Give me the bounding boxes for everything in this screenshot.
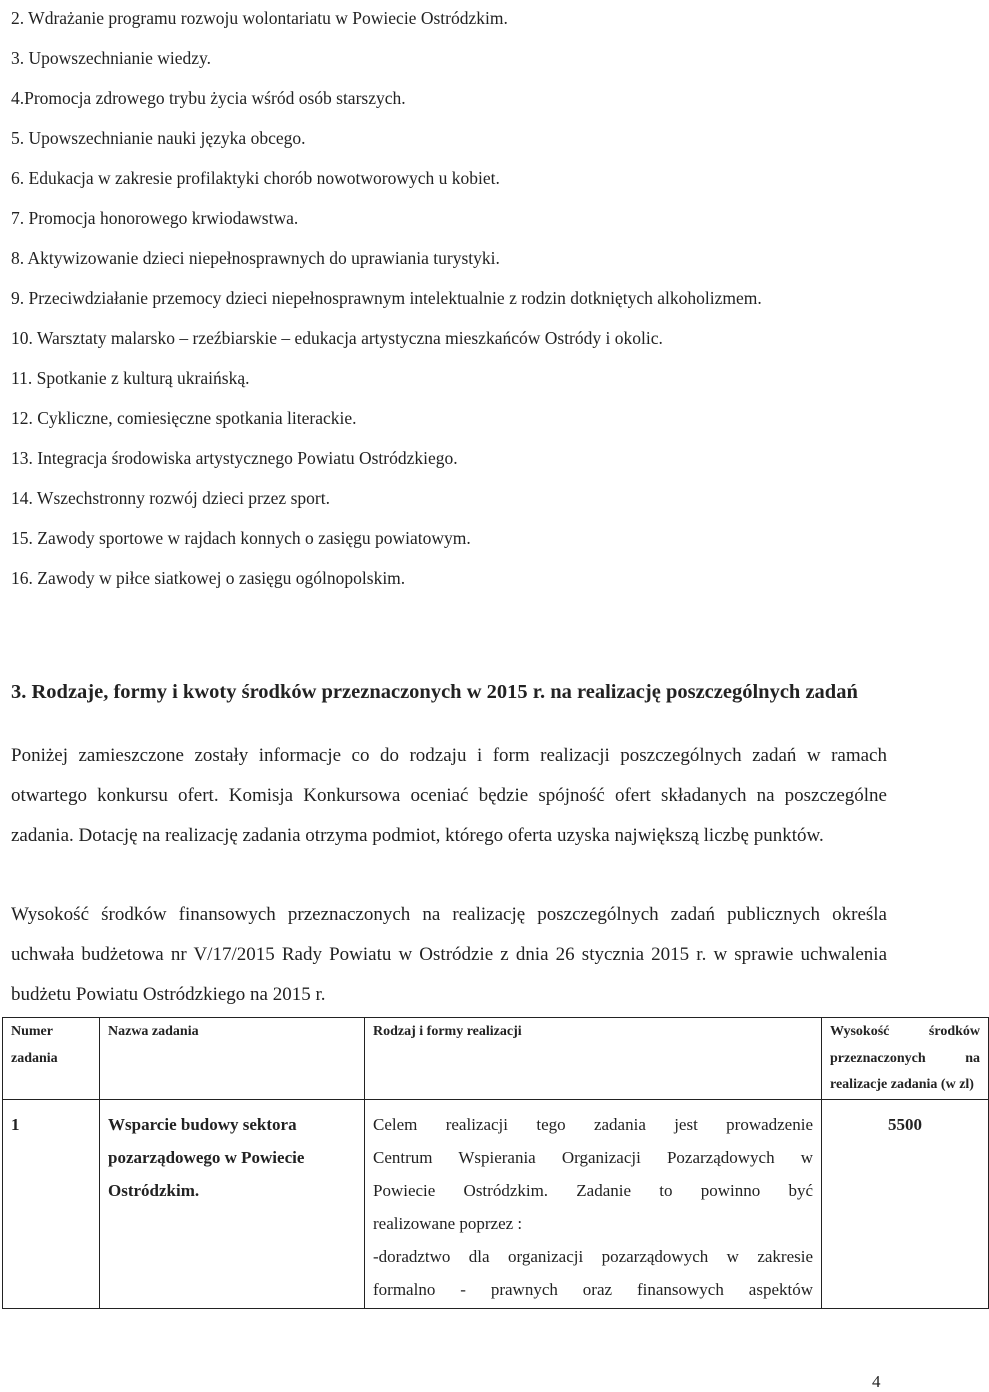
list-item: 12. Cykliczne, comiesięczne spotkania literackie. bbox=[11, 408, 357, 428]
list-item: 14. Wszechstronny rozwój dzieci przez sport. bbox=[11, 488, 330, 508]
list-item: 16. Zawody w piłce siatkowej o zasięgu ogólnopolskim. bbox=[11, 568, 406, 588]
task-name: Wsparcie budowy sektora pozarządowego w Powiecie Ostródzkim. bbox=[100, 1099, 365, 1308]
description-line: Powiecie Ostródzkim. Zadanie to powinno być bbox=[373, 1180, 813, 1200]
list-item: 6. Edukacja w zakresie profilaktyki chorób nowotworowych u kobiet. bbox=[11, 168, 500, 188]
table-header-row bbox=[3, 1018, 989, 1100]
list-item: 10. Warsztaty malarsko – rzeźbiarskie – edukacja artystyczna mieszkańców Ostródy i okolic. bbox=[11, 328, 663, 348]
header-number: Numer zadania bbox=[3, 1018, 100, 1100]
list-item: 9. Przeciwdziałanie przemocy dzieci niepełnosprawnym intelektualnie z rodzin dotkniętych alkoholizmem. bbox=[11, 288, 762, 308]
list-item: 5. Upowszechnianie nauki języka obcego. bbox=[11, 128, 306, 148]
list-item: 4.Promocja zdrowego trybu życia wśród osób starszych. bbox=[11, 88, 406, 108]
header-amount: Wysokość środków przeznaczonych na realizacje zadania (w zl) bbox=[822, 1018, 989, 1100]
tasks-table bbox=[2, 1017, 989, 1309]
list-item: 11. Spotkanie z kulturą ukraińską. bbox=[11, 368, 250, 388]
description-line: Centrum Wspierania Organizacji Pozarządowych w bbox=[373, 1147, 813, 1167]
list-item: 3. Upowszechnianie wiedzy. bbox=[11, 48, 212, 68]
list-item: 2. Wdrażanie programu rozwoju wolontariatu w Powiecie Ostródzkim. bbox=[11, 8, 508, 28]
task-description bbox=[365, 1099, 822, 1308]
list-item: 15. Zawody sportowe w rajdach konnych o zasięgu powiatowym. bbox=[11, 528, 471, 548]
table-row bbox=[3, 1099, 989, 1308]
list-item: 8. Aktywizowanie dzieci niepełnosprawnych do uprawiania turystyki. bbox=[11, 248, 500, 268]
task-amount: 5500 bbox=[822, 1099, 989, 1308]
intro-paragraph: Poniżej zamieszczone zostały informacje co do rodzaju i form realizacji poszczególnych zadań w ramach otwartego konkursu ofert. Komisja Konkursowa oceniać będzie spójność ofert składanych na poszczególne zadania. Dotację na realizację zadania otrzyma podmiot, którego oferta uzyska największą liczbę punktów. bbox=[11, 745, 887, 846]
description-line: -doradztwo dla organizacji pozarządowych w zakresie bbox=[373, 1246, 813, 1266]
list-item: 13. Integracja środowiska artystycznego Powiatu Ostródzkiego. bbox=[11, 448, 458, 468]
page-number: 4 bbox=[872, 1372, 881, 1391]
header-name: Nazwa zadania bbox=[100, 1018, 365, 1100]
description-line: realizowane poprzez : bbox=[373, 1213, 523, 1233]
task-number: 1 bbox=[3, 1099, 100, 1308]
task-list bbox=[11, 0, 941, 598]
section-heading: 3. Rodzaje, formy i kwoty środków przeznaczonych w 2015 r. na realizację poszczególnych zadań bbox=[11, 681, 858, 703]
budget-paragraph: Wysokość środków finansowych przeznaczonych na realizację poszczególnych zadań publicznych określa uchwała budżetowa nr V/17/2015 Rady Powiatu w Ostródzie z dnia 26 stycznia 2015 r. w sprawie uchwalenia budżetu Powiatu Ostródzkiego na 2015 r. bbox=[11, 904, 887, 1005]
description-line: formalno - prawnych oraz finansowych aspektów bbox=[373, 1279, 813, 1299]
list-item: 7. Promocja honorowego krwiodawstwa. bbox=[11, 208, 299, 228]
header-forms: Rodzaj i formy realizacji bbox=[365, 1018, 822, 1100]
description-line: Celem realizacji tego zadania jest prowadzenie bbox=[373, 1114, 813, 1134]
